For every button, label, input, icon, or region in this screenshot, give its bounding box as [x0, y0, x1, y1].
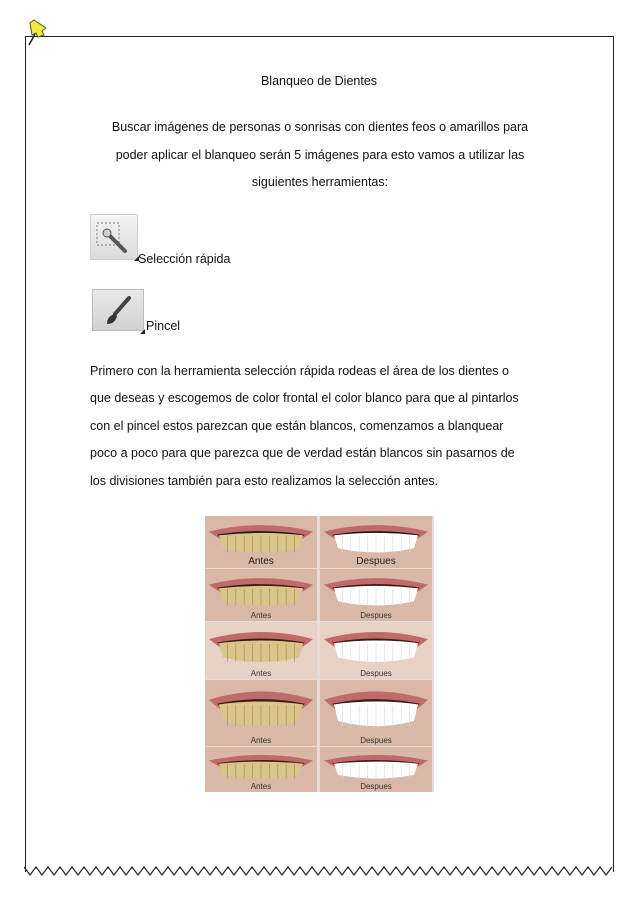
pushpin-icon	[26, 18, 52, 51]
photo-caption: Antes	[248, 556, 274, 567]
intro-line: siguientes herramientas:	[251, 175, 389, 189]
zigzag-border	[24, 864, 616, 882]
paragraph-line: que deseas y escogemos de color frontal el color blanco para que al pintarlos	[90, 391, 519, 406]
photo-caption: Antes	[250, 669, 272, 678]
photo-caption: Despues	[360, 669, 392, 678]
smile-photo-after	[320, 747, 432, 792]
tool-label: Pincel	[146, 319, 181, 333]
photo-caption: Despues	[360, 736, 392, 745]
intro-paragraph	[90, 114, 550, 197]
smile-photo-before	[205, 747, 317, 792]
intro-line: poder aplicar el blanqueo serán 5 imágenes para esto vamos a utilizar las	[115, 147, 525, 162]
paragraph-line: los divisiones también para esto realizamos la selección antes.	[90, 473, 439, 488]
brush-icon	[92, 289, 144, 331]
paragraph-line: poco a poco para que parezca que de verdad están blancos sin pasarnos de	[90, 446, 515, 461]
photo-caption: Despues	[356, 556, 396, 567]
photo-caption: Antes	[250, 782, 272, 791]
instructions-paragraph	[90, 358, 560, 495]
tool-label: Selección rápida	[138, 252, 231, 266]
smile-photo-after	[320, 516, 432, 568]
paragraph-line: Primero con la herramienta selección rápida rodeas el área de los dientes o	[90, 364, 509, 378]
photo-caption: Despues	[360, 782, 392, 791]
quick-selection-icon	[90, 214, 138, 260]
paragraph-line: con el pincel estos parezcan que están blancos, comenzamos a blanquear	[90, 418, 504, 433]
smile-photo-after	[320, 680, 432, 746]
photo-caption: Despues	[360, 611, 392, 620]
smile-photo-before	[205, 569, 317, 621]
smile-photo-after	[320, 622, 432, 679]
smile-photo-before	[205, 680, 317, 746]
smile-photo-before	[205, 622, 317, 679]
smile-photo-after	[320, 569, 432, 621]
intro-line: Buscar imágenes de personas o sonrisas con dientes feos o amarillos para	[111, 120, 529, 134]
before-after-photo-grid	[205, 516, 434, 792]
tool-flyout-indicator	[140, 329, 145, 334]
smile-photo-before	[205, 516, 317, 568]
photo-caption: Antes	[250, 611, 272, 620]
photo-caption: Antes	[250, 736, 272, 745]
document-title: Blanqueo de Dientes	[260, 74, 378, 88]
